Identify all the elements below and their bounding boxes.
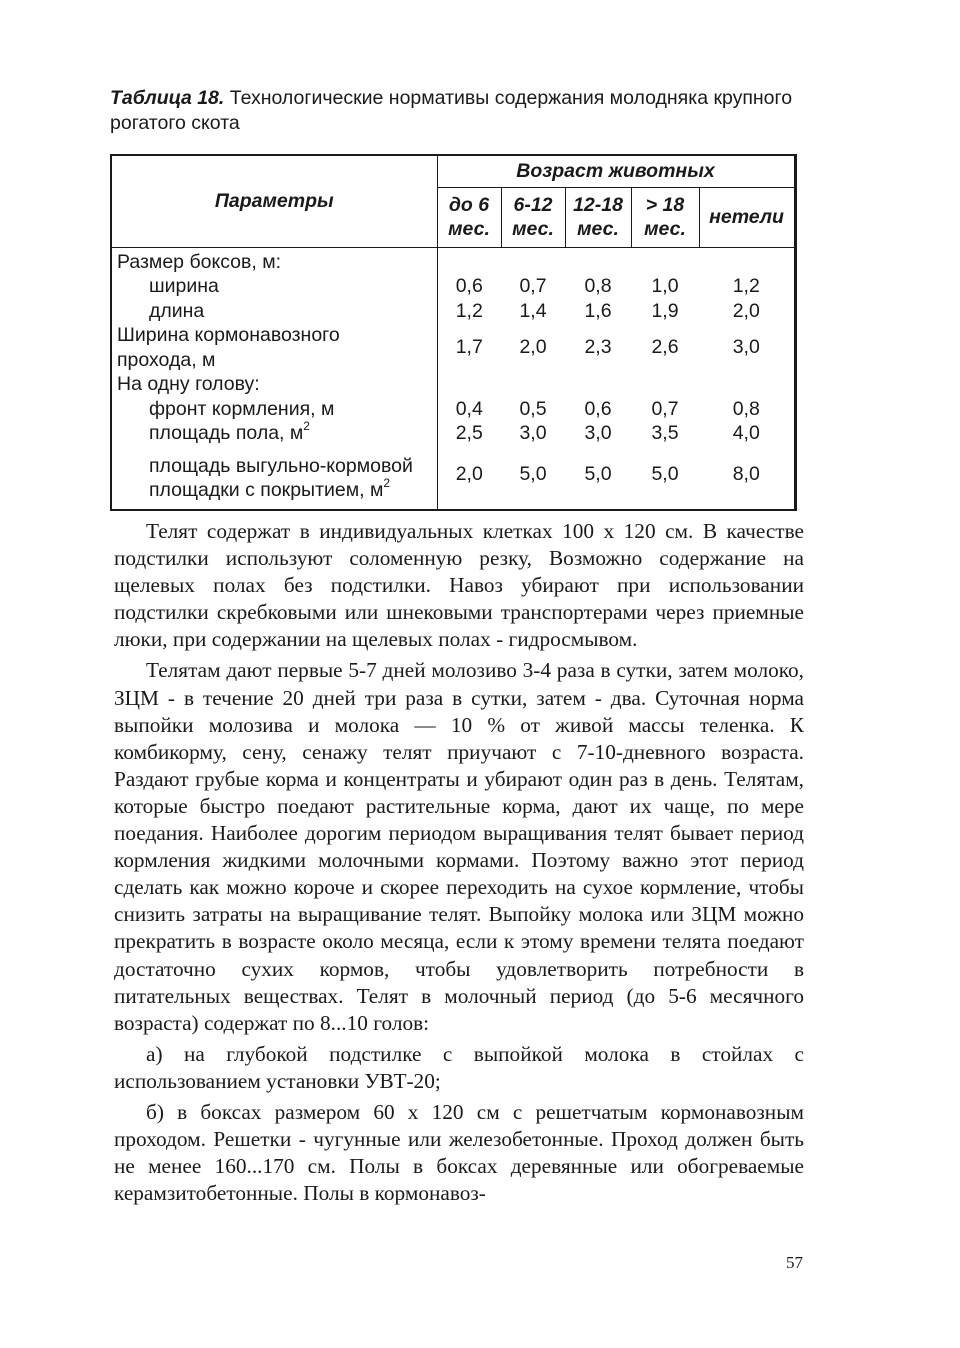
page-number: 57 [786, 1253, 803, 1272]
value-cell [437, 372, 501, 397]
norms-table [110, 154, 797, 511]
param-cell: площадь пола, $м^2$ [111, 421, 437, 446]
value-cell: 2,0 [519, 336, 547, 359]
value-cell: 3,5 [651, 422, 679, 444]
value-cell: 1,9 [651, 299, 679, 322]
value-cell: 0,5 [519, 397, 547, 420]
value-cell [437, 247, 501, 274]
value-cell [631, 247, 699, 274]
value-cell: 0,6 [455, 275, 483, 297]
table-row [111, 372, 795, 397]
value-cell: 1,0 [651, 275, 679, 297]
table-row [111, 397, 795, 422]
age-group-header: Возраст животных [437, 155, 795, 187]
table-row [111, 446, 795, 510]
value-cell: 8,0 [732, 462, 760, 485]
param-cell: длина [111, 299, 437, 324]
table-row [111, 247, 795, 274]
value-cell [501, 372, 565, 397]
value-cell: 2,6 [651, 336, 679, 359]
table-row [111, 323, 795, 372]
value-cell [501, 247, 565, 274]
param-cell: фронт кормления, м [111, 397, 437, 422]
column-header: > 18 мес. [631, 187, 699, 247]
value-cell: 2,0 [455, 462, 483, 485]
value-cell [565, 247, 631, 274]
param-cell: Ширина кормонавозного прохода, м [111, 323, 437, 372]
value-cell: 1,2 [455, 299, 483, 322]
param-cell: Размер боксов, м: [111, 247, 437, 274]
value-cell: 1,2 [732, 275, 760, 297]
param-cell: ширина [111, 274, 437, 299]
value-cell: 4,0 [732, 422, 760, 444]
paragraph: Телят содержат в индивидуальных клетках 100 х 120 см. В качестве подстилки используют соломенную резку, Возможно содержание на щелевых полах без подстилки. Навоз убирают при использовании подстилки скребковыми или шнековыми транспортерами через приемные люки, при содержании на щелевых полах - гидросмывом. [114, 519, 804, 652]
param-cell: площадь выгульно-кормовой площадки с покрытием, $м^2$ [111, 446, 437, 510]
table-row [111, 274, 795, 299]
value-cell: 0,8 [584, 275, 612, 297]
value-cell: 0,8 [732, 397, 760, 420]
value-cell: 0,7 [519, 275, 547, 297]
value-cell: 5,0 [651, 462, 679, 485]
value-cell: 1,6 [584, 299, 612, 322]
body-text [114, 518, 804, 1207]
value-cell: 2,3 [584, 336, 612, 359]
table-caption [110, 86, 810, 136]
value-cell: 5,0 [584, 462, 612, 485]
value-cell: 0,4 [455, 397, 483, 420]
table-row [111, 421, 795, 446]
list-item: а) на глубокой подстилке с выпойкой молока в стойлах с использованием установки УВТ-20; [114, 1041, 804, 1093]
value-cell: 3,0 [519, 422, 547, 444]
value-cell: 3,0 [584, 422, 612, 444]
column-header: нетели [699, 187, 795, 247]
value-cell: 1,4 [519, 299, 547, 322]
value-cell: 2,0 [732, 299, 760, 322]
column-header: 12-18 мес. [565, 187, 631, 247]
value-cell: 1,7 [455, 336, 483, 359]
value-cell: 0,7 [651, 397, 679, 420]
param-header: Параметры [111, 155, 437, 247]
caption-label: Таблица 18. [110, 87, 225, 109]
value-cell [699, 247, 795, 274]
list-item: б) в боксах размером 60 х 120 см с решетчатым кормонавозным проходом. Решетки - чугунные или железобетонные. Проход должен быть не менее 160...170 см. Полы в боксах деревянные или обогреваемые керамзитобетонные. Полы в кормонавоз- [114, 1099, 804, 1206]
param-cell: На одну голову: [111, 372, 437, 397]
value-cell: 2,5 [455, 422, 483, 444]
column-header: до 6 мес. [437, 187, 501, 247]
value-cell: 3,0 [732, 336, 760, 359]
value-cell [631, 372, 699, 397]
value-cell: 5,0 [519, 462, 547, 485]
value-cell: 0,6 [584, 397, 612, 420]
value-cell [699, 372, 795, 397]
column-header: 6-12 мес. [501, 187, 565, 247]
value-cell [565, 372, 631, 397]
paragraph: Телятам дают первые 5-7 дней молозиво 3-4 раза в сутки, затем молоко, ЗЦМ - в течение 20 дней три раза в сутки, затем - два. Суточная норма выпойки молозива и молока — 10 % от живой массы теленка. К комбикорму, сену, сенажу телят приучают с 7-10-дневного возраста. Раздают грубые корма и концентраты и убирают один раз в день. Телятам, которые быстро поедают растительные корма, дают их чаще, по мере поедания. Наиболее дорогим периодом выращивания телят бывает период кормления жидкими молочными кормами. Поэтому важно этот период сделать как можно короче и скорее переходить на сухое кормление, чтобы снизить затраты на выращивание телят. Выпойку молока или ЗЦМ можно прекратить в возрасте около месяца, если к этому времени телята поедают достаточно сухих кормов, чтобы удовлетворить потребности в питательных веществах. Телят в молочный период (до 5-6 месячного возраста) содержат по 8...10 голов: [114, 658, 804, 1035]
table-row [111, 299, 795, 324]
caption-text: Технологические нормативы содержания молодняка крупного рогатого скота [110, 87, 793, 134]
